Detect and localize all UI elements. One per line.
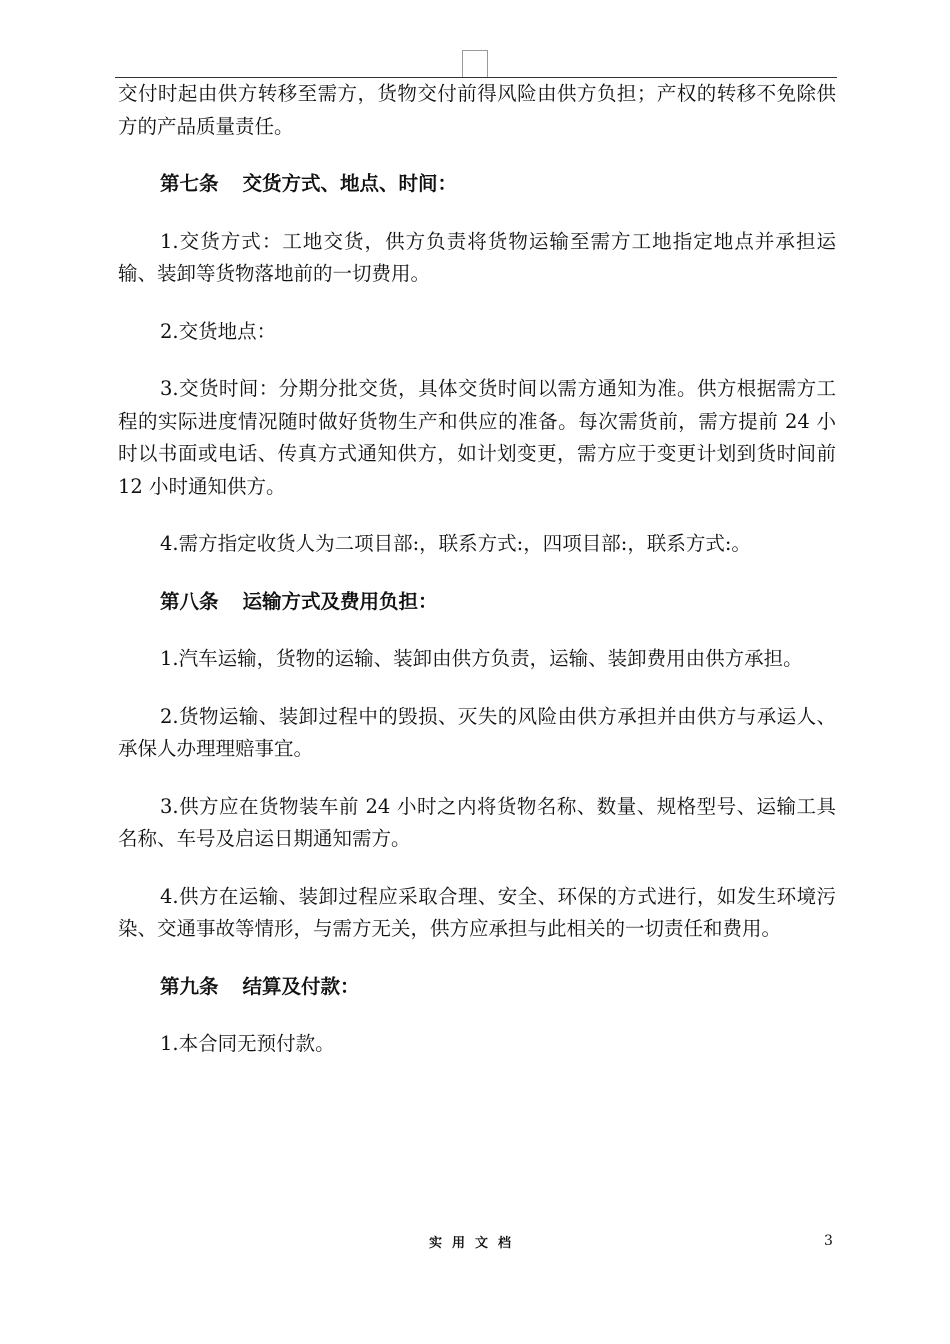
document-body [118, 78, 836, 1061]
article-8-item-2: 2.货物运输、装卸过程中的毁损、灭失的风险由供方承担并由供方与承运人、承保人办理理赔事宜。 [118, 704, 836, 760]
article-9-number: 第九条 [160, 974, 219, 998]
article-7-heading [118, 168, 836, 201]
article-7-item-4: 4.需方指定收货人为二项目部:，联系方式:，四项目部:，联系方式:。 [160, 532, 751, 555]
article-8-title: 运输方式及费用负担： [242, 589, 438, 613]
footer-label: 实用文档 [428, 1236, 521, 1251]
article-8-item-3: 3.供方应在货物装车前 24 小时之内将货物名称、数量、规格型号、运输工具名称、车号及启运日期通知需方。 [118, 794, 836, 850]
article-7-item-1: 1.交货方式：工地交货，供方负责将货物运输至需方工地指定地点并承担运输、装卸等货物落地前的一切费用。 [118, 229, 836, 285]
article-9-item-1: 1.本合同无预付款。 [160, 1032, 335, 1055]
article-9-heading [118, 971, 836, 1004]
page-number: 3 [824, 1233, 833, 1249]
article-7-item-2: 2.交货地点： [160, 319, 277, 343]
article-9-title: 结算及付款： [242, 974, 360, 998]
article-7-title: 交货方式、地点、时间： [242, 172, 458, 195]
article-8-item-4: 4.供方在运输、装卸过程应采取合理、安全、环保的方式进行，如发生环境污染、交通事故等情形，与需方无关，供方应承担与此相关的一切责任和费用。 [118, 884, 836, 940]
article-8-item-1: 1.汽车运输，货物的运输、装卸由供方负责，运输、装卸费用由供方承担。 [160, 647, 803, 670]
article-8-number: 第八条 [160, 589, 219, 613]
article-7-item-3: 3.交货时间：分期分批交货，具体交货时间以需方通知为准。供方根据需方工程的实际进度情况随时做好货物生产和供应的准备。每次需货前，需方提前 24 小时以书面或电话、传真方式通知供方，如计划变更，需方应于变更计划到货时间前 12 小时通知供方。 [118, 377, 836, 498]
header-cursor-box [462, 50, 488, 77]
article-8-heading [118, 586, 836, 619]
paragraph-continuation: 交付时起由供方转移至需方，货物交付前得风险由供方负担；产权的转移不免除供方的产品质量责任。 [118, 82, 836, 138]
article-7-number: 第七条 [160, 172, 219, 195]
